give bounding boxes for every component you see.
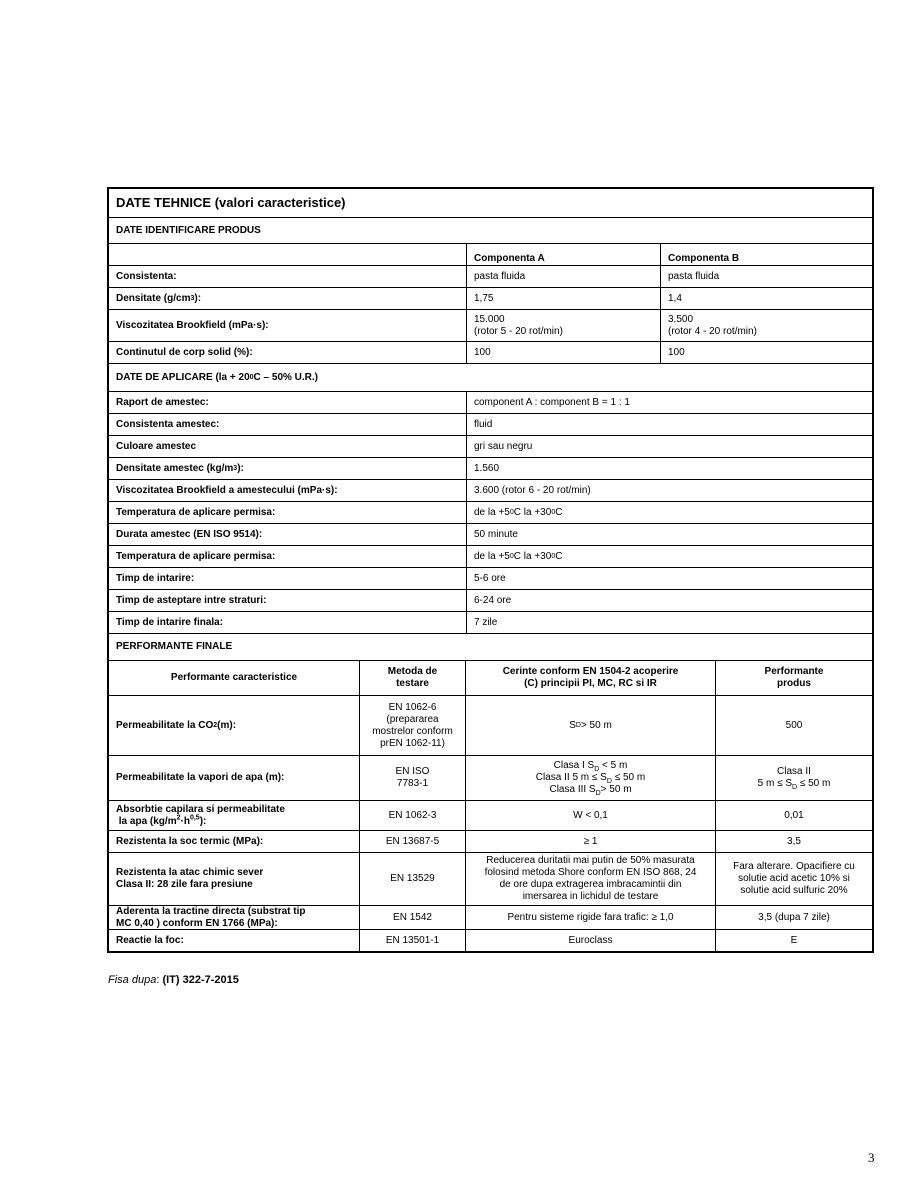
row-value: de la +5 0 C la +30 0 C <box>466 546 872 567</box>
table-row <box>109 309 872 341</box>
requirement: Reducerea duritatii mai putin de 50% masurata folosind metoda Shore conform EN ISO 868, 24 de ore dupa extragerea imbracamintii din imersarea in lichidul de testare <box>465 853 715 905</box>
row-value: 7 zile <box>466 612 872 633</box>
col-header-a: Componenta A <box>466 244 660 265</box>
method: EN 13687-5 <box>359 831 465 852</box>
performance: 3,5 (dupa 7 zile) <box>715 906 872 929</box>
performance: 500 <box>715 696 872 755</box>
table-row <box>109 265 872 287</box>
table-row <box>109 611 872 633</box>
section-header-aplicare <box>109 363 872 391</box>
value-a: 1,75 <box>466 288 660 309</box>
table-row <box>109 523 872 545</box>
section-title: PERFORMANTE FINALE <box>116 641 233 652</box>
table-row <box>109 929 872 951</box>
performance: Fara alterare. Opacifiere cu solutie acid acetic 10% si solutie acid sulfuric 20% <box>715 853 872 905</box>
section-title: DATE IDENTIFICARE PRODUS <box>116 224 261 236</box>
row-label: Timp de intarire finala: <box>116 616 224 628</box>
performance-header-row <box>109 660 872 695</box>
header-requirements: Cerinte conform EN 1504-2 acoperire (C) principii PI, MC, RC si IR <box>465 661 715 695</box>
table-row <box>109 435 872 457</box>
section-header-performante <box>109 633 872 660</box>
section-title: DATE DE APLICARE (la + 20 0 C – 50% U.R.) <box>116 371 319 383</box>
value-b: 3.500 (rotor 4 - 20 rot/min) <box>660 310 872 341</box>
row-label: Culoare amestec <box>116 440 197 452</box>
row-label: Continutul de corp solid (%): <box>116 346 253 358</box>
table-row <box>109 800 872 830</box>
row-label: Permeabilitate la vapori de apa (m): <box>116 772 285 783</box>
table-row <box>109 501 872 523</box>
row-label: Timp de intarire: <box>116 572 195 584</box>
row-label: Densitate (g/cm 3 ): <box>116 292 202 304</box>
row-label: Permeabilitate la CO 2 (m): <box>116 719 237 731</box>
row-value: 1.560 <box>466 458 872 479</box>
row-value: fluid <box>466 414 872 435</box>
row-label: Aderenta la tractine directa (substrat tip MC 0,40 ) conform EN 1766 (MPa): <box>116 905 306 929</box>
value-a: 15.000 (rotor 5 - 20 rot/min) <box>466 310 660 341</box>
row-value: gri sau negru <box>466 436 872 457</box>
row-label: Absorbtie capilara si permeabilitate la apa $(kg/m^2\cdot h^{0,5})$: <box>116 803 285 827</box>
row-label: Temperatura de aplicare permisa: <box>116 506 276 518</box>
table-title-row <box>109 189 872 217</box>
requirement: Euroclass <box>465 930 715 951</box>
table-row <box>109 567 872 589</box>
requirement: Clasa I $S_D < 5$ m Clasa II 5 $m \le S_D \le 50$ m Clasa III $S_D> 50$ m <box>465 756 715 800</box>
component-header-row <box>109 243 872 265</box>
row-value: 6-24 ore <box>466 590 872 611</box>
value-a: 100 <box>466 342 660 363</box>
section-header-identificare <box>109 217 872 243</box>
row-label: Raport de amestec: <box>116 396 209 408</box>
row-label: Consistenta: <box>116 270 177 282</box>
requirement: Pentru sisteme rigide fara trafic: ≥ 1,0 <box>465 906 715 929</box>
row-value: de la +5 0 C la +30 0 C <box>466 502 872 523</box>
row-value: 5-6 ore <box>466 568 872 589</box>
table-row <box>109 287 872 309</box>
row-label: Densitate amestec (kg/m 3 ): <box>116 462 244 474</box>
value-b: 100 <box>660 342 872 363</box>
performance: E <box>715 930 872 951</box>
table-row <box>109 830 872 852</box>
row-label: Reactie la foc: <box>116 934 184 946</box>
method: EN 13529 <box>359 853 465 905</box>
method: EN 13501-1 <box>359 930 465 951</box>
row-value: 50 minute <box>466 524 872 545</box>
value-b: pasta fluida <box>660 266 872 287</box>
table-row <box>109 905 872 929</box>
row-label: Temperatura de aplicare permisa: <box>116 550 276 562</box>
method: EN 1542 <box>359 906 465 929</box>
table-row <box>109 695 872 755</box>
table-row <box>109 852 872 905</box>
table-row <box>109 589 872 611</box>
row-label: Consistenta amestec: <box>116 418 220 430</box>
method: EN 1062-3 <box>359 801 465 830</box>
source-footnote: Fisa dupa: (IT) 322-7-2015 <box>108 974 239 986</box>
table-row <box>109 413 872 435</box>
requirement: S D > 50 m <box>465 696 715 755</box>
row-label: Viscozitatea Brookfield a amestecului (mPa·s): <box>116 484 338 496</box>
header-performance: Performante caracteristice <box>170 672 298 683</box>
empty-cell <box>109 244 466 265</box>
table-title: DATE TEHNICE (valori caracteristice) <box>116 195 346 210</box>
page-number: 3 <box>868 1150 875 1165</box>
header-method: Metoda de testare <box>359 661 465 695</box>
performance: 3,5 <box>715 831 872 852</box>
row-label: Durata amestec (EN ISO 9514): <box>116 528 263 540</box>
row-label: Timp de asteptare intre straturi: <box>116 594 267 606</box>
value-b: 1,4 <box>660 288 872 309</box>
table-row <box>109 755 872 800</box>
table-row <box>109 479 872 501</box>
value-a: pasta fluida <box>466 266 660 287</box>
header-product-performance: Performante produs <box>715 661 872 695</box>
requirement: ≥ 1 <box>465 831 715 852</box>
row-label: Rezistenta la soc termic (MPa): <box>116 835 264 847</box>
row-value: 3.600 (rotor 6 - 20 rot/min) <box>466 480 872 501</box>
table-row <box>109 457 872 479</box>
method: EN ISO 7783-1 <box>359 756 465 800</box>
table-row <box>109 391 872 413</box>
method: EN 1062-6 (prepararea mostrelor conform prEN 1062-11) <box>359 696 465 755</box>
performance: 0,01 <box>715 801 872 830</box>
row-label: Viscozitatea Brookfield (mPa·s): <box>116 319 269 331</box>
technical-data-table <box>107 187 874 953</box>
performance: Clasa II 5 $m \le S_D \le 50$ m <box>715 756 872 800</box>
table-row <box>109 545 872 567</box>
row-value: component A : component B = 1 : 1 <box>466 392 872 413</box>
row-label: Rezistenta la atac chimic sever Clasa II: 28 zile fara presiune <box>116 867 264 890</box>
requirement: W < 0,1 <box>465 801 715 830</box>
table-row <box>109 341 872 363</box>
col-header-b: Componenta B <box>660 244 872 265</box>
